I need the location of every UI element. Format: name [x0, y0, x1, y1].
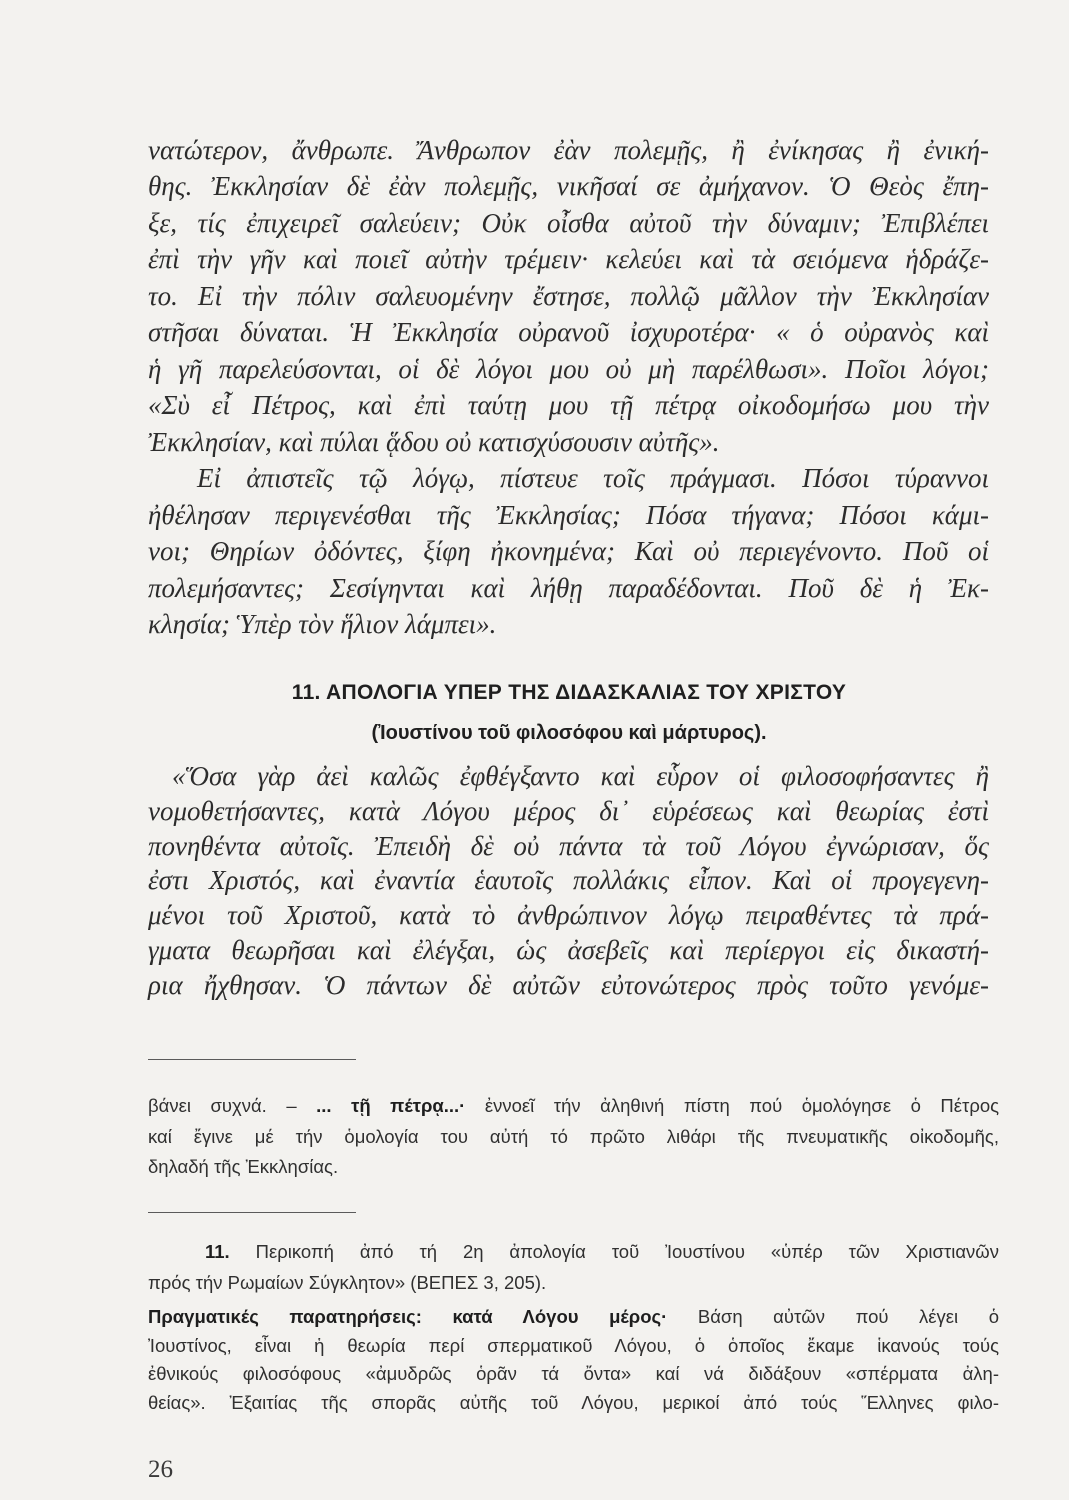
footnote-line: δηλαδή τῆς Ἐκκλησίας.	[148, 1156, 339, 1177]
text-line: ξε, τίς ἐπιχειρεῖ σαλεύειν; Οὐκ οἶσθα αὐτοῦ τὴν δύναμιν; Ἐπιβλέπει	[148, 208, 989, 238]
text-line: ἐστι Χριστός, καὶ ἐναντία ἑαυτοῖς πολλάκις εἶπον. Καὶ οἱ προγεγενη-	[148, 865, 989, 895]
section-subheading: (Ἰουστίνου τοῦ φιλοσόφου καὶ μάρτυρος).	[371, 722, 767, 744]
text-line: πονηθέντα αὐτοῖς. Ἐπειδὴ δὲ οὐ πάντα τὰ τοῦ Λόγου ἐγνώρισαν, ὅς	[148, 831, 989, 861]
text-line: γματα θεωρῆσαι καὶ ἐλέγξαι, ὡς ἀσεβεῖς καὶ περίεργοι εἰς δικαστή-	[148, 935, 989, 965]
footnote-line: Ἰουστίνος, εἶναι ἡ θεωρία περί σπερματικοῦ Λόγου, ὁ ὁποῖος ἔκαμε ἱκανούς τούς	[148, 1335, 999, 1356]
footnote-line: πρός τήν Ρωμαίων Σύγκλητον» (ΒΕΠΕΣ 3, 205).	[148, 1272, 547, 1293]
footnote-number: 11.	[205, 1241, 230, 1262]
text-line: ἡ γῆ παρελεύσονται, οἱ δὲ λόγοι μου οὐ μὴ παρέλθωσι». Ποῖοι λόγοι;	[148, 354, 989, 384]
paragraph-first-line: Εἰ ἀπιστεῖς τῷ λόγῳ, πίστευε τοῖς πράγμασι. Πόσοι τύραννοι	[197, 463, 989, 493]
footnote-text: Βάση αὐτῶν πού λέγει ὁ	[697, 1306, 1000, 1327]
footnote-line: θείας». Ἐξαιτίας τῆς σπορᾶς αὐτῆς τοῦ Λόγου, μερικοί ἀπό τούς Ἕλληνες φιλο-	[148, 1392, 999, 1413]
text-line: κλησία; Ὑπὲρ τὸν ἥλιον λάμπει».	[148, 609, 497, 639]
text-line: ρια ἤχθησαν. Ὁ πάντων δὲ αὐτῶν εὐτονώτερος πρὸς τοῦτο γενόμε-	[148, 970, 989, 1000]
text-line: στῆσαι δύναται. Ἡ Ἐκκλησία οὐρανοῦ ἰσχυροτέρα· « ὁ οὐρανὸς καὶ	[148, 317, 989, 347]
footnote-line	[205, 1237, 1000, 1267]
footnote-line	[148, 1302, 1000, 1332]
footnote-divider	[148, 1212, 356, 1213]
page-number: 26	[148, 1456, 173, 1483]
text-line: νατώτερον, ἄνθρωπε. Ἄνθρωπον ἐὰν πολεμῇς, ἢ ἐνίκησας ἢ ἐνική-	[148, 135, 989, 165]
footnote-text: ἐννοεῖ τήν ἀληθινή πίστη πού ὁμολόγησε ὁ Πέτρος	[484, 1095, 1000, 1116]
text-line: μένοι τοῦ Χριστοῦ, κατὰ τὸ ἀνθρώπινον λόγῳ πειραθέντες τὰ πρά-	[148, 900, 989, 930]
footnote-line	[148, 1091, 1000, 1121]
footnote-term: ... τῇ πέτρᾳ...·	[316, 1095, 466, 1116]
footnote-text: Περικοπή ἀπό τή 2η ἀπολογία τοῦ Ἰουστίνου «ὑπέρ τῶν Χριστιανῶν	[255, 1241, 999, 1262]
text-line: πολεμήσαντες; Σεσίγηνται καὶ λήθῃ παραδέδονται. Ποῦ δὲ ἡ Ἐκ-	[148, 573, 989, 603]
text-line: το. Εἰ τὴν πόλιν σαλευομένην ἔστησε, πολλῷ μᾶλλον τὴν Ἐκκλησίαν	[148, 281, 989, 311]
paragraph-first-line: «Ὅσα γὰρ ἀεὶ καλῶς ἐφθέγξαντο καὶ εὗρον οἱ φιλοσοφήσαντες ἢ	[172, 761, 989, 791]
text-line: ἐπὶ τὴν γῆν καὶ ποιεῖ αὐτὴν τρέμειν· κελεύει καὶ τὰ σειόμενα ἡδράζε-	[148, 244, 989, 274]
text-line: «Σὺ εἶ Πέτρος, καὶ ἐπὶ ταύτῃ μου τῇ πέτρᾳ οἰκοδομήσω μου τὴν	[148, 390, 989, 420]
text-line: θης. Ἐκκλησίαν δὲ ἐὰν πολεμῇς, νικῆσαί σε ἀμήχανον. Ὁ Θεὸς ἔπη-	[148, 171, 989, 201]
footnote-term: Πραγματικές παρατηρήσεις: κατά Λόγου μέρος·	[148, 1306, 668, 1327]
footnote-divider	[148, 1059, 356, 1060]
text-line: ἠθέλησαν περιγενέσθαι τῆς Ἐκκλησίας; Πόσα τήγανα; Πόσοι κάμι-	[148, 500, 989, 530]
text-line: Ἐκκλησίαν, καὶ πύλαι ᾅδου οὐ κατισχύσουσιν αὐτῆς».	[148, 427, 720, 457]
footnote-text: βάνει συχνά. –	[148, 1095, 297, 1116]
text-line: νοι; Θηρίων ὀδόντες, ξίφη ἠκονημένα; Καὶ οὐ περιεγένοντο. Ποῦ οἱ	[148, 536, 989, 566]
footnote-line: ἐθνικούς φιλοσόφους «ἀμυδρῶς ὁρᾶν τά ὄντα» καί νά διδάξουν «σπέρματα ἀλη-	[148, 1363, 999, 1384]
section-heading: 11. ΑΠΟΛΟΓΙΑ ΥΠΕΡ ΤΗΣ ΔΙΔΑΣΚΑΛΙΑΣ ΤΟΥ ΧΡΙΣΤΟΥ	[291, 681, 847, 704]
footnote-line: καί ἔγινε μέ τήν ὁμολογία του αὐτή τό πρῶτο λιθάρι τῆς πνευματικῆς οἰκοδομῆς,	[148, 1126, 999, 1147]
text-line: νομοθετήσαντες, κατὰ Λόγου μέρος δι᾽ εὑρέσεως καὶ θεωρίας ἐστὶ	[148, 796, 989, 826]
